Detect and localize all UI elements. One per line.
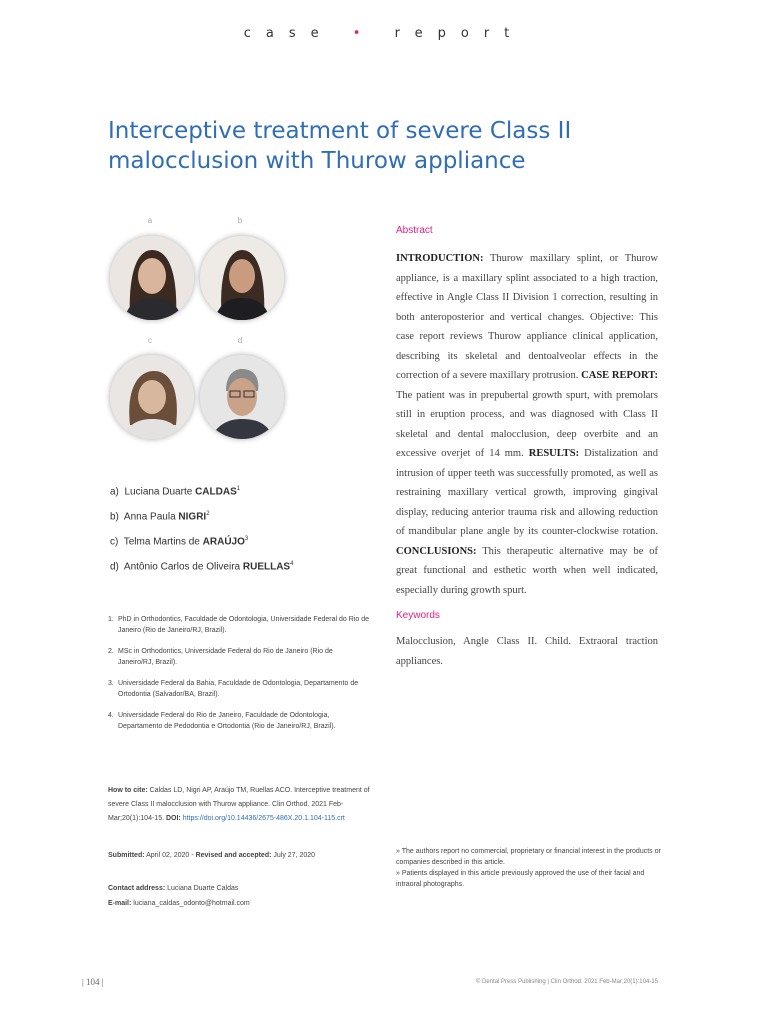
abstract-text: INTRODUCTION: Thurow maxillary splint, or Thurow appliance, is a maxillary splint associated to a high traction, effective in Angle Class II Division 1 correction, resulting in both anteroposterior and vertical changes. Objective: This case report reviews Thurow appliance clinical application, describing its skeletal and dentoalveolar effects in the correction of a severe maxillary protrusion. CASE REPORT: The patient was in prepubertal growth spurt, with premolars still in eruption process, and was diagnosed with Class II skeletal and dental malocclusion, deep overbite and an excessive overjet of 14 mm. RESULTS: Distalization and intrusion of upper teeth was successfully promoted, as well as restraining maxillary vertical growth, improving gingival display, reducing anterior trauma risk and allowing reduction of mandibular plane angle by its counter-clockwise rotation. CONCLUSIONS: This therapeutic alternative may be of great functional and esthetic worth when well indicated, especially during growth spurt. bbox=[396, 253, 658, 596]
contact-email[interactable]: luciana_caldas_odonto@hotmail.com bbox=[133, 900, 250, 907]
abstract-heading: Abstract bbox=[396, 225, 433, 236]
author-photo-b bbox=[200, 236, 284, 320]
affiliation-item: 3. Universidade Federal da Bahia, Faculdade de Odontologia, Departamento de Ortodontia (Salvador/BA, Brazil). bbox=[108, 680, 359, 698]
keywords-heading: Keywords bbox=[396, 610, 440, 621]
author-b: b) Anna Paula NIGRI$^2$ bbox=[110, 511, 210, 523]
affiliation-item: 1. PhD in Orthodontics, Faculdade de Odontologia, Universidade Federal do Rio de Janeiro (Rio de Janeiro/RJ, Brazil). bbox=[108, 616, 369, 634]
section-header: case • report bbox=[243, 26, 525, 41]
affiliation-item: 4. Universidade Federal do Rio de Janeiro, Faculdade de Odontologia, Departamento de Pedodontia e Ortodontia (Rio de Janeiro/RJ, Brazil). bbox=[108, 712, 336, 730]
author-a: a) Luciana Duarte CALDAS$^1$ bbox=[110, 486, 241, 498]
page-footer: © Dental Press Publishing | Clin Orthod. 2021 Feb-Mar;20(1):104-15 bbox=[475, 979, 658, 985]
disclosure-notes: » The authors report no commercial, proprietary or financial interest in the products or companies described in this article. » Patients displayed in this article previously approved the use of their facial and intraoral photographs. bbox=[396, 848, 661, 888]
page-number: | 104 | bbox=[82, 977, 104, 987]
affiliation-item: 2. MSc in Orthodontics, Universidade Federal do Rio de Janeiro (Rio de Janeiro/RJ, Brazil). bbox=[108, 648, 333, 666]
author-c: c) Telma Martins de ARAÚJO$^3$ bbox=[110, 536, 249, 548]
photo-label-c: c bbox=[148, 336, 152, 345]
affiliation-list bbox=[108, 614, 370, 742]
submission-dates: Submitted: April 02, 2020 - Revised and accepted: July 27, 2020 bbox=[108, 852, 316, 859]
author-list bbox=[110, 486, 293, 586]
contact-info: Contact address: Luciana Duarte Caldas E-mail: luciana_caldas_odonto@hotmail.com bbox=[108, 885, 250, 907]
photo-label-a: a bbox=[147, 216, 153, 225]
how-to-cite: How to cite: Caldas LD, Nigri AP, Araújo TM, Ruellas ACO. Interceptive treatment of severe Class II malocclusion with Thurow appliance. Clin Orthod. 2021 Feb-Mar;20(1):104-15. DOI: https://doi.org/10.14436/2675-486X.20.1.104-115.crt bbox=[108, 787, 370, 822]
photo-label-b: b bbox=[237, 216, 243, 225]
author-photo-c bbox=[110, 355, 194, 439]
author-photo-a bbox=[110, 236, 194, 320]
author-d: d) Antônio Carlos de Oliveira RUELLAS$^4$ bbox=[110, 561, 294, 573]
article-title: Interceptive treatment of severe Class II malocclusion with Thurow appliance bbox=[108, 118, 572, 174]
photo-label-d: d bbox=[237, 336, 243, 345]
header-dot: • bbox=[352, 26, 376, 41]
author-photo-d bbox=[200, 355, 284, 439]
doi-link[interactable]: https://doi.org/10.14436/2675-486X.20.1.104-115.crt bbox=[182, 815, 345, 822]
keywords-text: Malocclusion, Angle Class II. Child. Extraoral traction appliances. bbox=[396, 636, 658, 667]
